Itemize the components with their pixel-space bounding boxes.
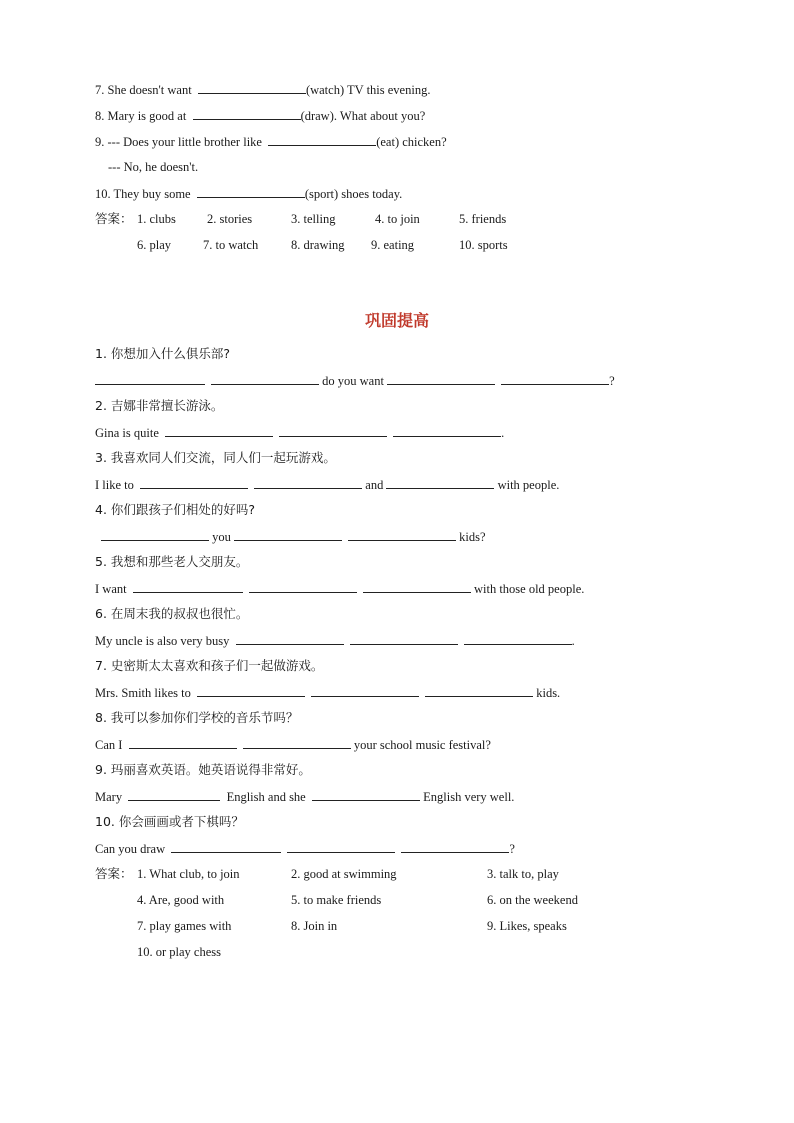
answer-blank[interactable] (363, 579, 471, 593)
item-8-post: your school music festival? (353, 738, 491, 752)
answers-label: 答案： (95, 866, 133, 881)
item-5-pre: I want (95, 582, 127, 596)
answer-blank[interactable] (243, 735, 351, 749)
item-5-chinese: 5. 我想和那些老人交朋友。 (95, 554, 249, 569)
item-7-pre: Mrs. Smith likes to (95, 686, 191, 700)
answer-blank[interactable] (279, 423, 387, 437)
question-7 (95, 80, 430, 98)
answer-item: 4. to join (375, 212, 420, 226)
answer-blank[interactable] (393, 423, 501, 437)
answer-item: 10. or play chess (137, 945, 222, 959)
item-9-chinese: 9. 玛丽喜欢英语。她英语说得非常好。 (95, 762, 311, 777)
answer-item: 1. clubs (137, 212, 176, 226)
item-4-english (95, 527, 486, 545)
item-10-chinese: 10. 你会画画或者下棋吗？ (95, 814, 244, 829)
item-1-english (95, 371, 615, 389)
item-5-english (95, 579, 584, 597)
answer-item: 8. Join in (291, 919, 338, 933)
answer-item: 3. telling (291, 212, 336, 226)
answer-blank[interactable] (387, 371, 495, 385)
answer-blank[interactable] (464, 631, 572, 645)
answers-label: 答案： (95, 211, 133, 226)
answer-blank[interactable] (128, 787, 220, 801)
answer-blank[interactable] (249, 579, 357, 593)
answer-item: 7. play games with (137, 919, 232, 933)
item-10-end: ? (509, 842, 515, 856)
answer-item: 3. talk to, play (487, 867, 559, 881)
answer-item: 8. drawing (291, 238, 345, 252)
answer-blank[interactable] (197, 683, 305, 697)
item-9-pre: Mary (95, 790, 123, 804)
answer-blank[interactable] (101, 527, 209, 541)
q9-suffix: (eat) chicken? (376, 135, 447, 149)
item-1-mid: do you want (322, 374, 384, 388)
item-3-post: with people. (497, 478, 560, 492)
q10-suffix: (sport) shoes today. (304, 187, 403, 201)
q8-suffix: (draw). What about you? (300, 109, 426, 123)
answer-item: 5. friends (459, 212, 507, 226)
item-3-english (95, 475, 559, 493)
answer-item: 6. on the weekend (487, 893, 578, 907)
item-1-chinese: 1. 你想加入什么俱乐部? (95, 346, 231, 361)
item-9-english (95, 787, 514, 805)
item-7-chinese: 7. 史密斯太太喜欢和孩子们一起做游戏。 (95, 658, 324, 673)
item-3-chinese: 3. 我喜欢同人们交流，同人们一起玩游戏。 (95, 450, 336, 465)
answer-item: 5. to make friends (291, 893, 382, 907)
item-1-end: ? (609, 374, 615, 388)
item-10-english (95, 839, 515, 857)
item-2-end: . (501, 426, 505, 440)
answer-blank[interactable] (211, 371, 319, 385)
question-9-reply: --- No, he doesn't. (108, 160, 199, 174)
item-7-post: kids. (536, 686, 561, 700)
answer-item: 9. Likes, speaks (487, 919, 567, 933)
answer-item: 1. What club, to join (137, 867, 240, 881)
item-10-pre: Can you draw (95, 842, 166, 856)
answer-item: 9. eating (371, 238, 415, 252)
item-4-chinese: 4. 你们跟孩子们相处的好吗? (95, 502, 256, 517)
item-3-mid: and (365, 478, 384, 492)
answer-blank[interactable] (401, 839, 509, 853)
item-6-end: . (571, 634, 575, 648)
answer-blank[interactable] (171, 839, 281, 853)
item-3-pre: I like to (95, 478, 134, 492)
answer-blank[interactable] (501, 371, 609, 385)
item-4-post: kids? (459, 530, 486, 544)
answer-blank[interactable] (133, 579, 243, 593)
item-6-english (95, 631, 575, 649)
answer-blank[interactable] (350, 631, 458, 645)
answer-blank[interactable] (234, 527, 342, 541)
item-9-post: English very well. (423, 790, 515, 804)
answer-blank[interactable] (95, 371, 205, 385)
answer-blank[interactable] (165, 423, 273, 437)
item-4-mid: you (212, 530, 231, 544)
q9-prefix: 9. --- Does your little brother like (95, 135, 262, 149)
item-7-english (95, 683, 560, 701)
item-6-pre: My uncle is also very busy (95, 634, 230, 648)
question-10 (95, 184, 402, 202)
item-9-mid: English and she (226, 790, 306, 804)
q7-prefix: 7. She doesn't want (95, 83, 192, 97)
answer-blank[interactable] (140, 475, 248, 489)
answer-item: 2. good at swimming (291, 867, 397, 881)
answer-blank[interactable] (254, 475, 362, 489)
section-title: 巩固提高 (364, 311, 429, 330)
item-5-post: with those old people. (473, 582, 585, 596)
item-8-english (95, 735, 491, 753)
item-8-chinese: 8. 我可以参加你们学校的音乐节吗？ (95, 710, 299, 725)
item-8-pre: Can I (95, 738, 123, 752)
answer-blank[interactable] (386, 475, 494, 489)
answer-item: 10. sports (459, 238, 508, 252)
answer-item: 7. to watch (203, 238, 259, 252)
answer-blank[interactable] (193, 106, 301, 120)
answer-blank[interactable] (348, 527, 456, 541)
q7-suffix: (watch) TV this evening. (305, 83, 431, 97)
answer-item: 6. play (137, 238, 172, 252)
question-9 (95, 132, 447, 150)
item-2-pre: Gina is quite (95, 426, 159, 440)
item-6-chinese: 6. 在周末我的叔叔也很忙。 (95, 606, 249, 621)
answer-item: 2. stories (207, 212, 253, 226)
q10-prefix: 10. They buy some (95, 187, 191, 201)
answer-blank[interactable] (312, 787, 420, 801)
answer-blank[interactable] (287, 839, 395, 853)
answer-blank[interactable] (198, 80, 306, 94)
answer-blank[interactable] (311, 683, 419, 697)
answer-blank[interactable] (129, 735, 237, 749)
question-8 (95, 106, 425, 124)
item-2-chinese: 2. 吉娜非常擅长游泳。 (95, 398, 224, 413)
answer-blank[interactable] (268, 132, 376, 146)
answer-blank[interactable] (425, 683, 533, 697)
item-2-english (95, 423, 504, 441)
q8-prefix: 8. Mary is good at (95, 109, 187, 123)
answer-item: 4. Are, good with (137, 893, 225, 907)
answer-blank[interactable] (236, 631, 344, 645)
answer-blank[interactable] (197, 184, 305, 198)
